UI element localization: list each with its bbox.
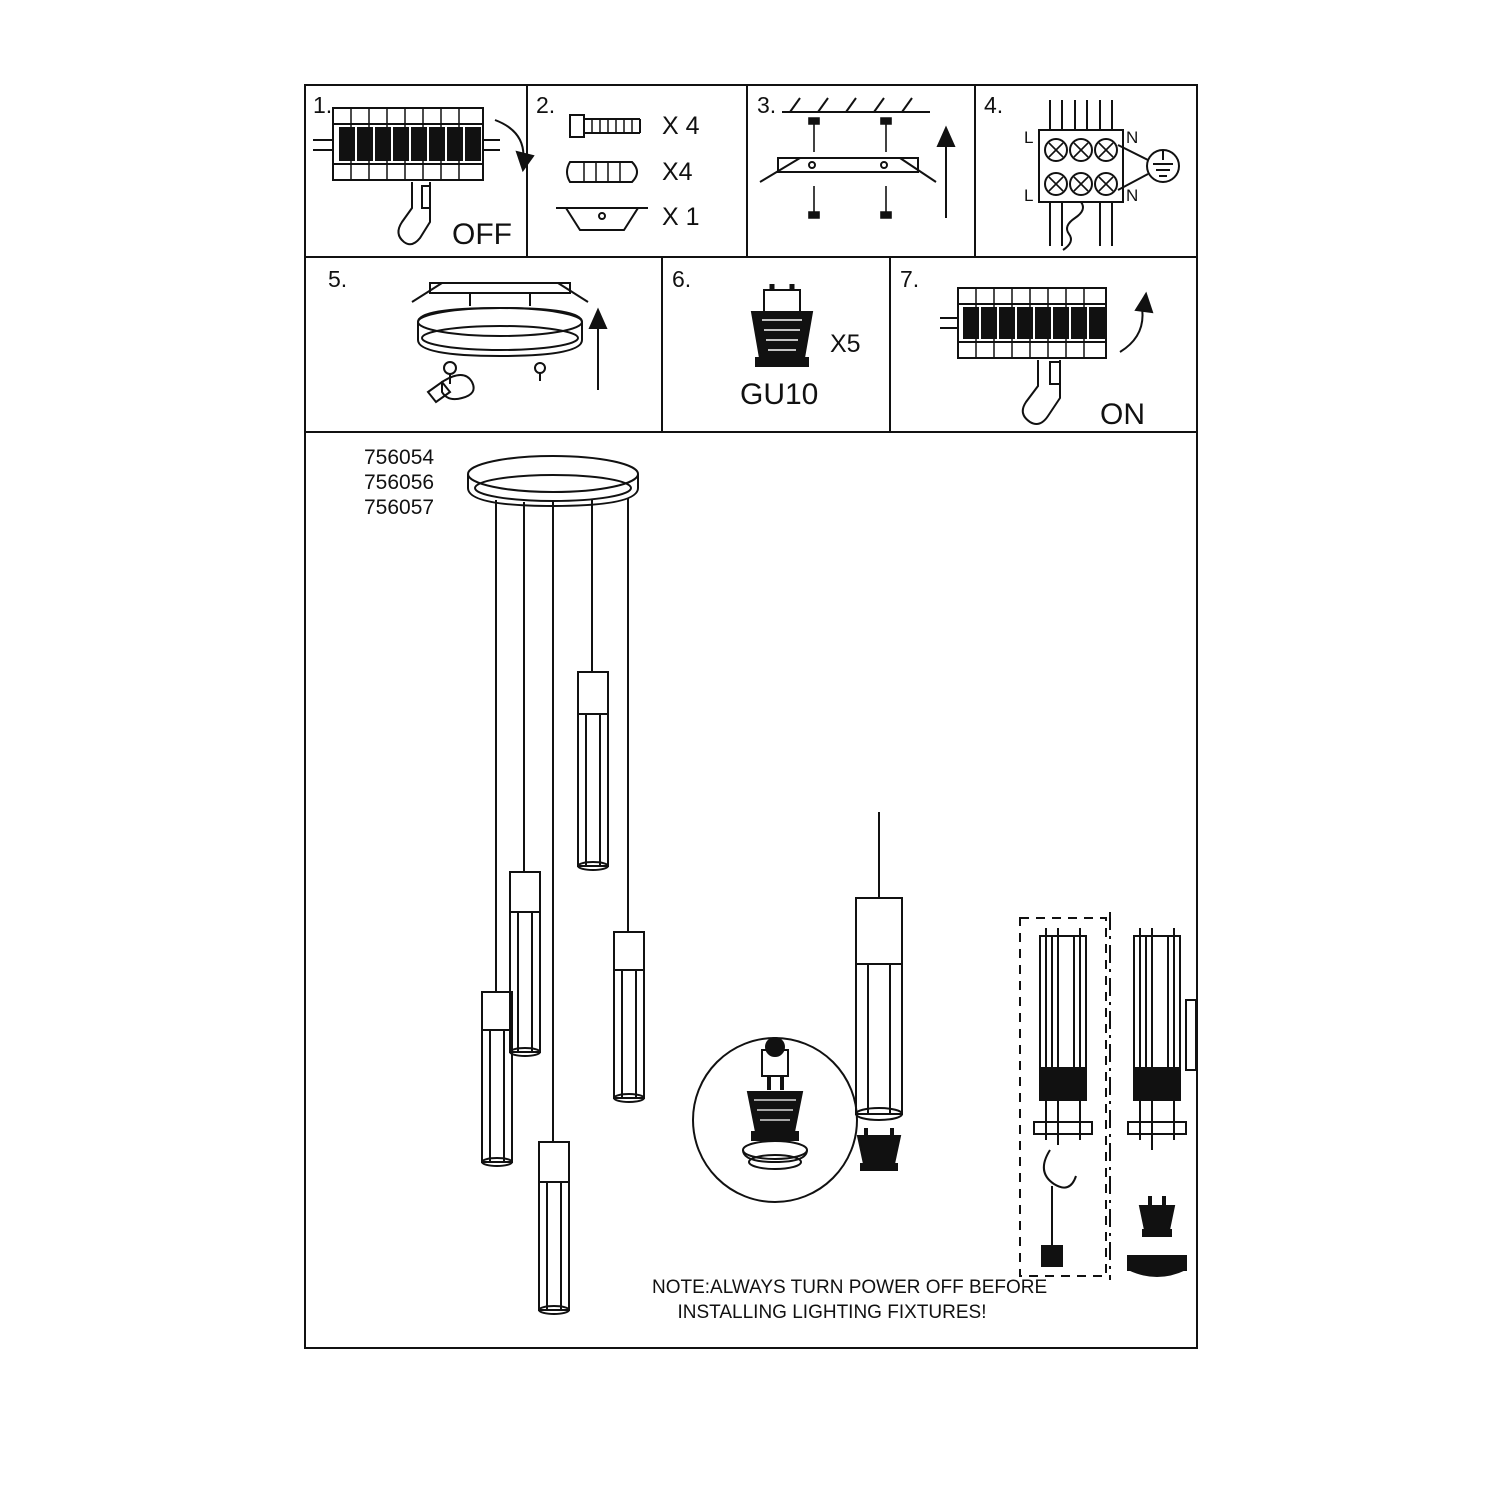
step-6-lamp-type: GU10 [740,378,819,411]
step-3-number: 3. [757,92,777,118]
step-4-number: 4. [984,92,1004,118]
step-2-screw-qty: X 4 [662,112,700,140]
model-number-2: 756056 [364,471,435,494]
step-6-number: 6. [672,266,692,292]
terminal-label-N-bottom: N [1126,186,1139,205]
step-1-number: 1. [313,92,333,118]
single-pendant-detail-graphic [856,812,902,1170]
warning-note-line-2: INSTALLING LIGHTING FIXTURES! [677,1302,987,1323]
exploded-cross-section-graphic [1020,912,1196,1280]
terminal-label-L-top: L [1024,128,1034,147]
step3-ceiling-mount-graphic [760,98,954,218]
step-2-bracket-qty: X 1 [662,203,700,231]
step2-parts-graphic [556,115,648,230]
terminal-label-N-top: N [1126,128,1139,147]
model-number-1: 756054 [364,446,435,469]
step-2-plug-qty: X4 [662,158,693,186]
step5-canopy-graphic [412,283,606,402]
lamp-insertion-callout-graphic [693,1038,857,1202]
warning-note-line-1: NOTE:ALWAYS TURN POWER OFF BEFORE [652,1277,1048,1298]
mounting-bracket-icon [556,208,648,230]
step-7-number: 7. [900,266,920,292]
step-6-lamp-qty: X5 [830,330,861,358]
model-number-3: 756057 [364,496,435,519]
wall-plug-icon [567,162,637,182]
step-2-number: 2. [536,92,556,118]
screw-icon [570,115,640,137]
product-cluster-pendant-graphic [468,456,644,1314]
step6-gu10-lamp-graphic [752,284,812,366]
step-1-label: OFF [452,218,512,251]
step-5-number: 5. [328,266,348,292]
step-7-label: ON [1100,398,1145,431]
terminal-label-L-bottom: L [1024,186,1034,205]
step4-terminal-block-graphic [1039,100,1179,250]
